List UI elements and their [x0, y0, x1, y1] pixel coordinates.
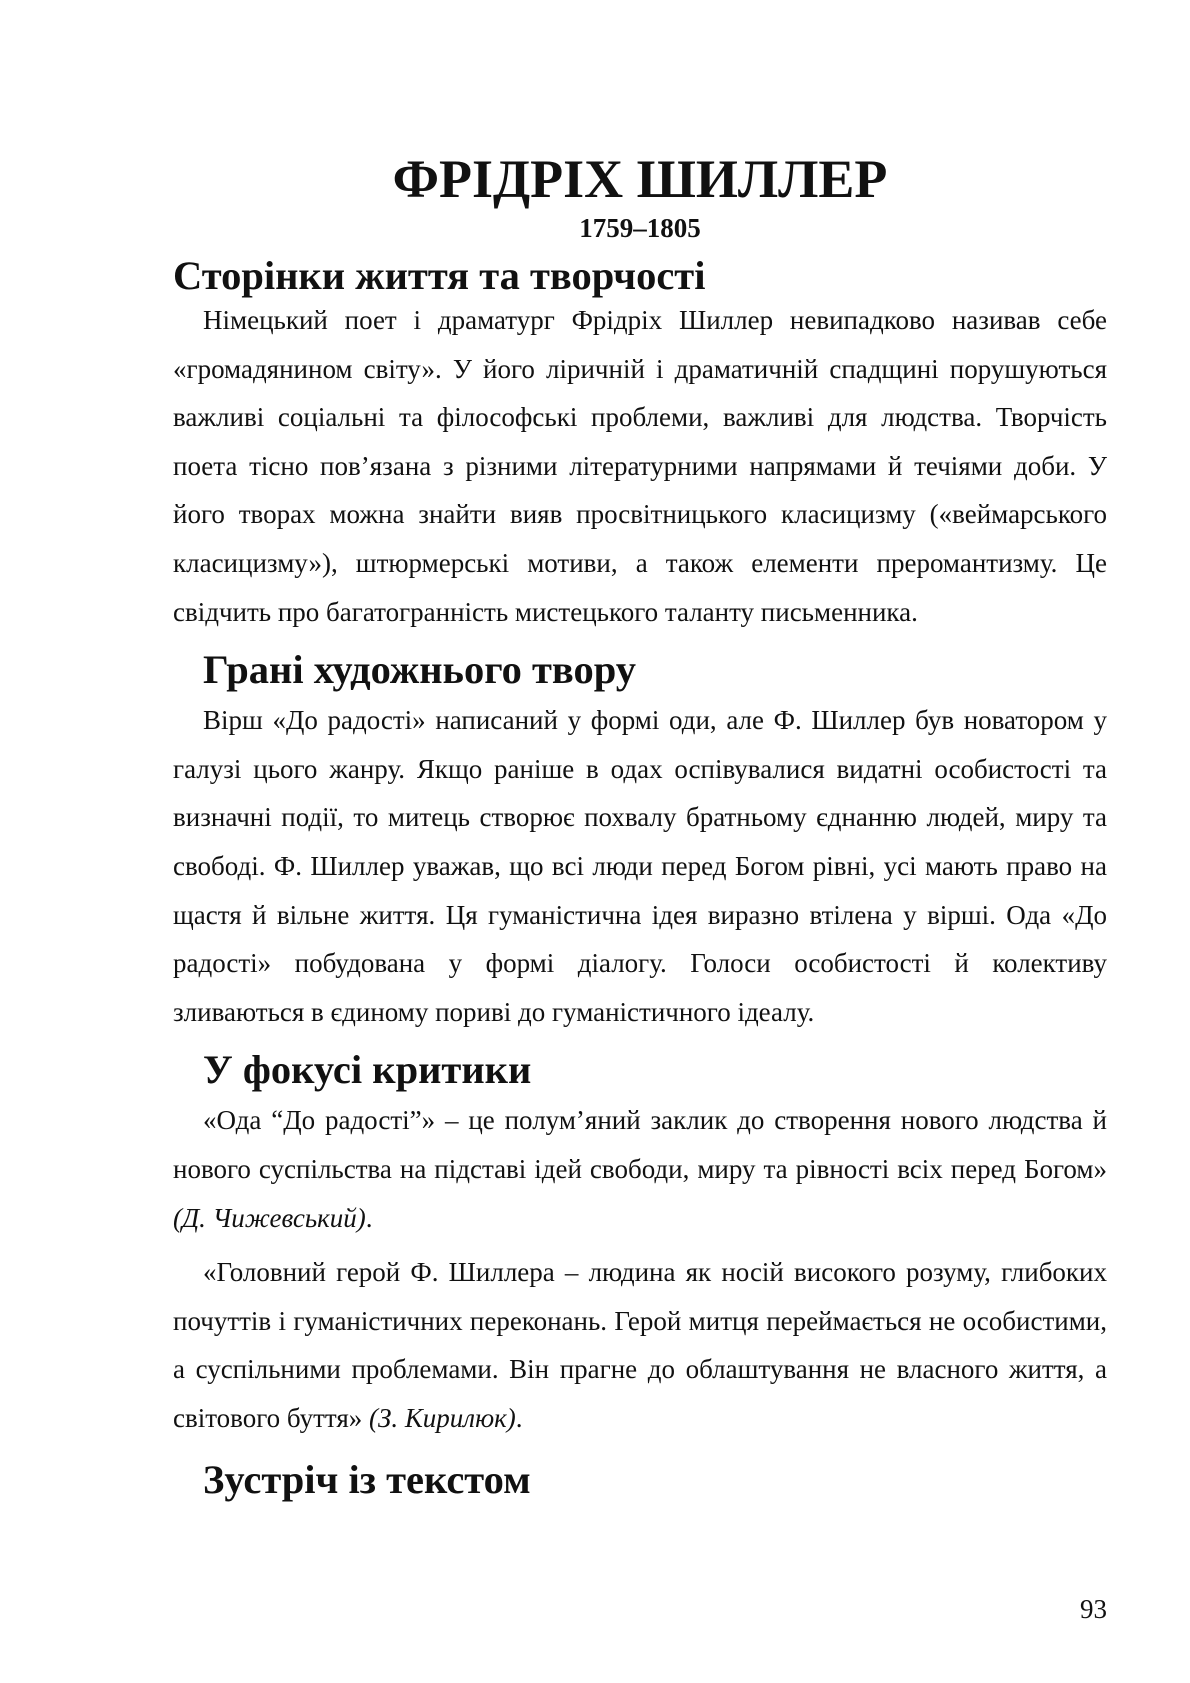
quote-author: (Д. Чижевський): [173, 1202, 366, 1233]
section-heading-criticism: У фокусі критики: [203, 1047, 532, 1093]
quote-end: .: [365, 1202, 373, 1233]
page-content: [173, 149, 1107, 1503]
paragraph-life: Німецький поет і драматург Фрідріх Шиллер невипадково називав себе «громадянином світу». У його ліричній і драматичній спадщині порушуються важливі соціальні та філософські проблеми, важливі для людства. Творчість поета тісно пов’язана з різними літературними напрямами й течіями доби. У його творах можна знайти вияв просвітницького класицизму («веймарського класицизму»), штюрмерські мотиви, а також елементи преромантизму. Це свідчить про багатогранність мистецького таланту письменника.: [173, 305, 1107, 627]
quote-text: «Ода “До радості”» – це полум’яний заклик до створення нового людства й нового суспільства на підставі ідей свободи, миру та рівності всіх перед Богом»: [173, 1105, 1107, 1184]
critic-quote-2: [173, 1248, 1107, 1442]
author-life-dates: 1759–1805: [579, 213, 701, 243]
critic-quote-1: [173, 1096, 1107, 1242]
section-heading-facets: Грані художнього твору: [203, 647, 636, 693]
quote-end: .: [515, 1402, 523, 1433]
quote-text: «Головний герой Ф. Шиллера – людина як носій високого розуму, глибоких почуттів і гуманістичних переконань. Герой митця переймається не особистими, а суспільними проблемами. Він прагне до облаштування не власного життя, а світового буття»: [173, 1257, 1107, 1433]
author-name-heading: ФРІДРІХ ШИЛЛЕР: [392, 149, 888, 209]
section-heading-life: Сторінки життя та творчості: [173, 253, 706, 298]
page-number: 93: [1080, 1594, 1107, 1624]
paragraph-facets: Вірш «До радості» написаний у формі оди, але Ф. Шиллер був новатором у галузі цього жанру. Якщо раніше в одах оспівувалися видатні особистості та визначні події, то митець створює похвалу братньому єднанню людей, миру та свободі. Ф. Шиллер уважав, що всі люди перед Богом рівні, усі мають право на щастя й вільне життя. Ця гуманістична ідея виразно втілена у вірші. Ода «До радості» побудована у формі діалогу. Голоси особистості й колективу зливаються в єдиному пориві до гуманістичного ідеалу.: [173, 705, 1107, 1027]
section-heading-text-meeting: Зустріч із текстом: [203, 1457, 531, 1503]
quote-author: (З. Кирилюк): [369, 1402, 516, 1433]
